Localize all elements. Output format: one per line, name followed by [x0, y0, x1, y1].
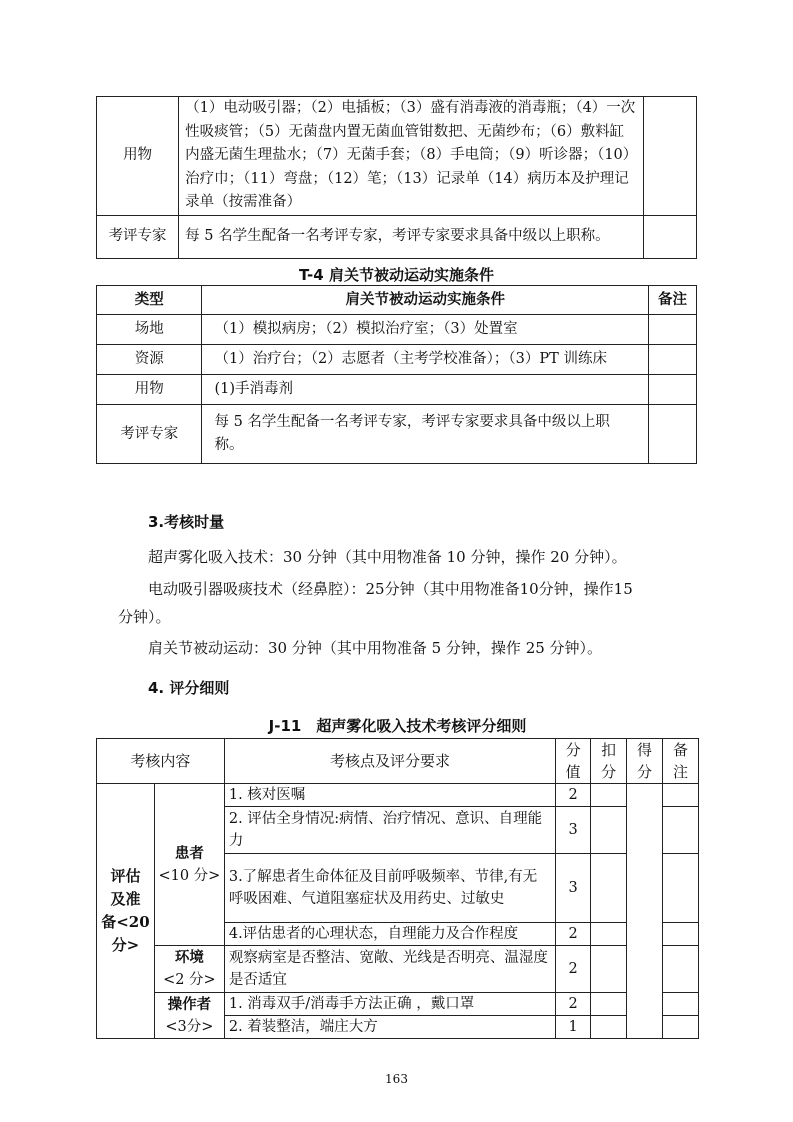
- note-cell: [663, 993, 699, 1016]
- row-label: 用物: [97, 97, 179, 216]
- subcategory-label: 环境 <2 分>: [154, 946, 224, 993]
- criterion-text: 4.评估患者的心理状态，自理能力及合作程度: [224, 923, 555, 946]
- column-header: 备注: [649, 286, 697, 315]
- table-caption: T-4 肩关节被动运动实施条件: [299, 266, 494, 284]
- row-label: 场地: [97, 315, 202, 345]
- row-content: （1）治疗台；（2）志愿者（主考学校准备）；（3）PT 训练床: [202, 345, 649, 375]
- table-row: [97, 993, 699, 1016]
- row-label: 考评专家: [97, 405, 202, 464]
- note-cell: [663, 854, 699, 923]
- page-number: 163: [385, 1072, 408, 1086]
- column-header: 肩关节被动运动实施条件: [202, 286, 649, 315]
- note-cell: [663, 923, 699, 946]
- deduct-cell: [591, 807, 627, 854]
- column-header: 扣 分: [591, 739, 627, 784]
- criterion-text: 1. 核对医嘱: [224, 784, 555, 807]
- table-row: [97, 97, 697, 216]
- note-cell: [649, 345, 697, 375]
- table-header-row: [97, 739, 699, 784]
- table-row: [97, 216, 697, 259]
- column-header: 考核内容: [97, 739, 225, 784]
- score-value: 2: [556, 946, 591, 993]
- scoring-table: [96, 738, 699, 1039]
- table-row: [97, 405, 697, 464]
- deduct-cell: [591, 923, 627, 946]
- row-content: （1）模拟病房；（2）模拟治疗室；（3）处置室: [202, 315, 649, 345]
- table-row: [97, 315, 697, 345]
- column-header: 备 注: [663, 739, 699, 784]
- paragraph: 电动吸引器吸痰技术（经鼻腔）：25分钟（其中用物准备10分钟，操作15: [148, 580, 633, 598]
- paragraph: 肩关节被动运动：30 分钟（其中用物准备 5 分钟，操作 25 分钟）。: [148, 639, 603, 657]
- criterion-text: 1. 消毒双手/消毒手方法正确 ，戴口罩: [224, 993, 555, 1016]
- supplies-table-continued: [96, 96, 697, 259]
- criterion-text: 观察病室是否整洁、宽敞、光线是否明亮、温湿度是否适宜: [224, 946, 555, 993]
- score-value: 2: [556, 784, 591, 807]
- table-row: [97, 946, 699, 993]
- column-header: 类型: [97, 286, 202, 315]
- deduct-cell: [591, 784, 627, 807]
- section-heading: 3.考核时量: [148, 513, 225, 531]
- deduct-cell: [591, 1016, 627, 1039]
- section-heading: 4. 评分细则: [148, 679, 230, 697]
- score-value: 1: [556, 1016, 591, 1039]
- column-header: 得 分: [627, 739, 663, 784]
- note-cell: [649, 375, 697, 405]
- table-caption: J-11 超声雾化吸入技术考核评分细则: [268, 717, 527, 735]
- deduct-cell: [591, 946, 627, 993]
- note-cell: [663, 1016, 699, 1039]
- note-cell: [663, 946, 699, 993]
- shoulder-conditions-table: [96, 285, 697, 464]
- subcategory-label: 患者 <10 分>: [154, 784, 224, 946]
- row-content: 每 5 名学生配备一名考评专家，考评专家要求具备中级以上职称。: [179, 216, 644, 259]
- score-value: 2: [556, 923, 591, 946]
- table-row: [97, 345, 697, 375]
- note-cell: [644, 97, 697, 216]
- row-label: 资源: [97, 345, 202, 375]
- criterion-text: 2. 着装整洁，端庄大方: [224, 1016, 555, 1039]
- row-content: （1）电动吸引器；（2）电插板；（3）盛有消毒液的消毒瓶；（4）一次性吸痰管；（5）无菌盘内置无菌血管钳数把、无菌纱布；（6）敷料缸内盛无菌生理盐水；（7）无菌手套；（8）手电筒；（9）听诊器；（10）治疗巾；（11）弯盘；（12）笔；（13）记录单（14）病历本及护理记录单（按需准备）: [179, 97, 644, 216]
- category-label: 评估 及准 备<20 分>: [97, 784, 155, 1039]
- table-row: [97, 375, 697, 405]
- row-label: 考评专家: [97, 216, 179, 259]
- paragraph: 分钟）。: [118, 608, 171, 626]
- subcategory-label: 操作者 <3分>: [154, 993, 224, 1039]
- row-label: 用物: [97, 375, 202, 405]
- obtained-cell: [627, 784, 663, 1039]
- score-value: 3: [556, 807, 591, 854]
- table-header-row: [97, 286, 697, 315]
- note-cell: [649, 315, 697, 345]
- score-value: 2: [556, 993, 591, 1016]
- note-cell: [644, 216, 697, 259]
- criterion-text: 3.了解患者生命体征及目前呼吸频率、节律,有无呼吸困难、气道阻塞症状及用药史、过敏史: [224, 854, 555, 923]
- row-content: (1)手消毒剂: [202, 375, 649, 405]
- criterion-text: 2. 评估全身情况:病情、治疗情况、意识、自理能力: [224, 807, 555, 854]
- deduct-cell: [591, 993, 627, 1016]
- table-row: [97, 784, 699, 807]
- paragraph: 超声雾化吸入技术：30 分钟（其中用物准备 10 分钟，操作 20 分钟）。: [148, 548, 627, 566]
- deduct-cell: [591, 854, 627, 923]
- column-header: 考核点及评分要求: [224, 739, 555, 784]
- note-cell: [663, 807, 699, 854]
- note-cell: [649, 405, 697, 464]
- column-header: 分 值: [556, 739, 591, 784]
- note-cell: [663, 784, 699, 807]
- row-content: 每 5 名学生配备一名考评专家，考评专家要求具备中级以上职称。: [202, 405, 649, 464]
- score-value: 3: [556, 854, 591, 923]
